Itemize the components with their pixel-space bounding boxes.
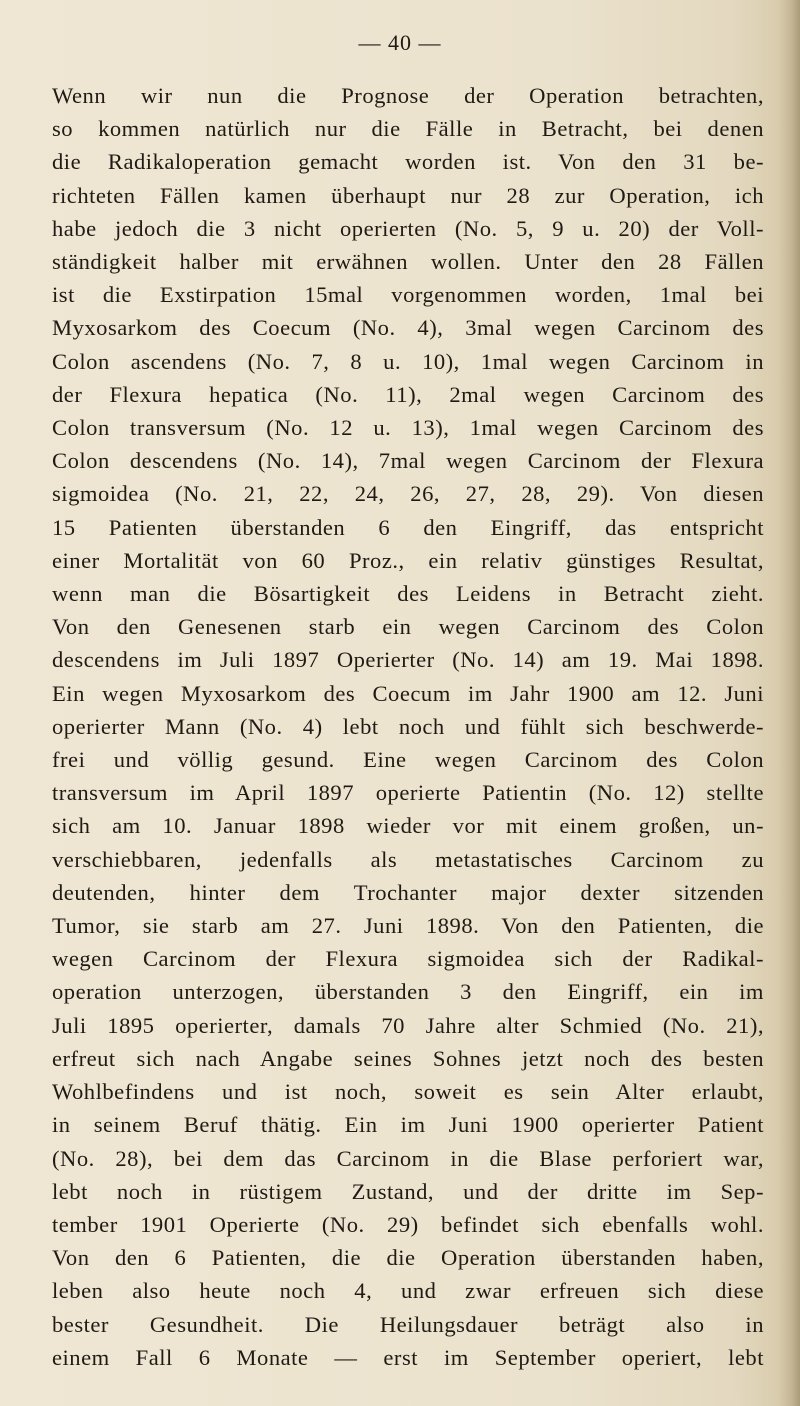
text-line: leben also heute noch 4, und zwar erfreuen sich diese bbox=[52, 1278, 764, 1304]
text-line: lebt noch in rüstigem Zustand, und der dritte im Sep- bbox=[52, 1178, 764, 1204]
text-line: 15 Patienten überstanden 6 den Eingriff, das entspricht bbox=[52, 514, 764, 540]
text-line: Colon transversum (No. 12 u. 13), 1mal wegen Carcinom des bbox=[52, 415, 764, 441]
text-line: tember 1901 Operierte (No. 29) befindet sich ebenfalls wohl. bbox=[52, 1211, 764, 1237]
text-line: der Flexura hepatica (No. 11), 2mal wegen Carcinom des bbox=[52, 381, 764, 407]
text-line: Wenn wir nun die Prognose der Operation betrachten, bbox=[52, 83, 764, 108]
text-line: einem Fall 6 Monate — erst im September operiert, lebt bbox=[52, 1344, 764, 1370]
text-line: in seinem Beruf thätig. Ein im Juni 1900 operierter Patient bbox=[52, 1112, 764, 1138]
text-line: Ein wegen Myxosarkom des Coecum im Jahr 1900 am 12. Juni bbox=[52, 680, 764, 706]
text-line: sigmoidea (No. 21, 22, 24, 26, 27, 28, 29). Von diesen bbox=[52, 481, 764, 507]
text-line: transversum im April 1897 operierte Patientin (No. 12) stellte bbox=[52, 780, 764, 806]
text-line: Colon ascendens (No. 7, 8 u. 10), 1mal wegen Carcinom in bbox=[52, 348, 764, 374]
page-edge-shadow bbox=[778, 0, 800, 1406]
text-line: Von den Genesenen starb ein wegen Carcinom des Colon bbox=[52, 614, 764, 640]
text-line: sich am 10. Januar 1898 wieder vor mit einem großen, un- bbox=[52, 813, 764, 839]
text-line: wegen Carcinom der Flexura sigmoidea sich der Radikal- bbox=[52, 946, 764, 972]
text-line: (No. 28), bei dem das Carcinom in die Blase perforiert war, bbox=[52, 1145, 764, 1171]
text-line: descendens im Juli 1897 Operierter (No. 14) am 19. Mai 1898. bbox=[52, 647, 764, 673]
text-line: deutenden, hinter dem Trochanter major dexter sitzenden bbox=[52, 879, 764, 905]
page-number: — 40 — bbox=[358, 30, 442, 55]
text-line: Tumor, sie starb am 27. Juni 1898. Von den Patienten, die bbox=[52, 913, 764, 939]
text-line: Colon descendens (No. 14), 7mal wegen Carcinom der Flexura bbox=[52, 448, 764, 474]
text-line: so kommen natürlich nur die Fälle in Betracht, bei denen bbox=[52, 116, 764, 142]
text-line: erfreut sich nach Angabe seines Sohnes jetzt noch des besten bbox=[52, 1045, 764, 1071]
text-line: Wohlbefindens und ist noch, soweit es sein Alter erlaubt, bbox=[52, 1079, 764, 1105]
text-line: die Radikaloperation gemacht worden ist. Von den 31 be- bbox=[52, 149, 764, 175]
text-line: Myxosarkom des Coecum (No. 4), 3mal wegen Carcinom des bbox=[52, 315, 764, 341]
text-line: operierter Mann (No. 4) lebt noch und fühlt sich beschwerde- bbox=[52, 713, 764, 739]
text-line: bester Gesundheit. Die Heilungsdauer beträgt also in bbox=[52, 1311, 764, 1337]
text-line: Von den 6 Patienten, die die Operation überstanden haben, bbox=[52, 1245, 764, 1271]
text-line: operation unterzogen, überstanden 3 den Eingriff, ein im bbox=[52, 979, 764, 1005]
text-line: verschiebbaren, jedenfalls als metastatisches Carcinom zu bbox=[52, 846, 764, 872]
text-line: Juli 1895 operierter, damals 70 Jahre alter Schmied (No. 21), bbox=[52, 1012, 764, 1038]
text-line: richteten Fällen kamen überhaupt nur 28 zur Operation, ich bbox=[52, 182, 764, 208]
text-line: habe jedoch die 3 nicht operierten (No. 5, 9 u. 20) der Voll- bbox=[52, 215, 764, 241]
text-line: ständigkeit halber mit erwähnen wollen. Unter den 28 Fällen bbox=[52, 249, 764, 275]
text-line: einer Mortalität von 60 Proz., ein relativ günstiges Resultat, bbox=[52, 547, 764, 573]
text-line: wenn man die Bösartigkeit des Leidens in Betracht zieht. bbox=[52, 581, 764, 607]
text-line: frei und völlig gesund. Eine wegen Carcinom des Colon bbox=[52, 747, 764, 773]
text-line: ist die Exstirpation 15mal vorgenommen worden, 1mal bei bbox=[52, 282, 764, 308]
body-paragraph bbox=[52, 79, 764, 1374]
